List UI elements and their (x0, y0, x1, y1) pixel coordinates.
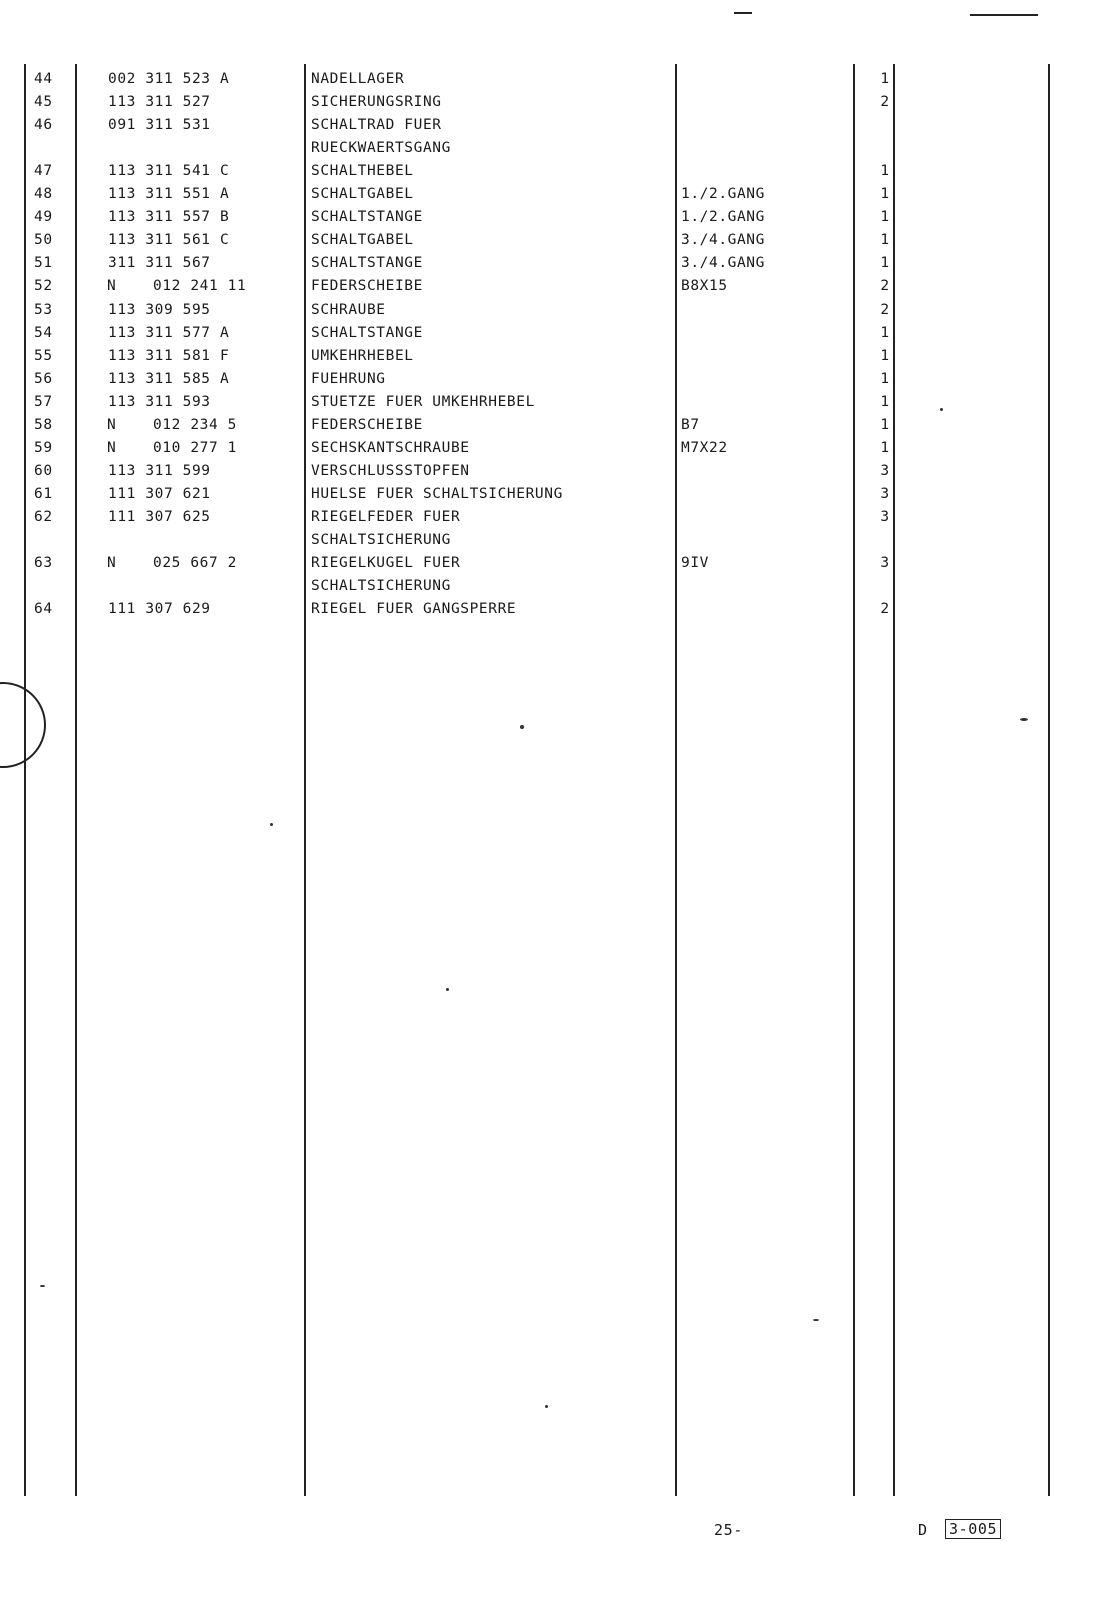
part-description: FEDERSCHEIBE (311, 278, 423, 295)
part-number: 111 307 625 (108, 508, 211, 525)
part-number: 113 311 577 A (108, 324, 230, 341)
scan-speck (1020, 718, 1028, 721)
table-row (0, 414, 1108, 437)
part-number: 025 667 2 (153, 555, 237, 572)
position-number: 52 (34, 278, 53, 295)
part-number: 113 311 581 F (108, 347, 230, 364)
position-number: 48 (34, 186, 53, 203)
part-description: SCHALTSTANGE (311, 209, 423, 226)
table-row (0, 114, 1108, 137)
part-description: SCHALTSTANGE (311, 255, 423, 272)
part-number: 012 234 5 (153, 416, 237, 433)
part-description: SECHSKANTSCHRAUBE (311, 439, 470, 456)
part-description: SCHALTSICHERUNG (311, 532, 451, 548)
part-number: 113 311 599 (108, 462, 211, 479)
table-row (0, 598, 1108, 621)
scan-speck (520, 725, 524, 729)
part-description: RIEGEL FUER GANGSPERRE (311, 601, 517, 618)
part-quantity: 1 (880, 416, 890, 433)
position-number: 57 (34, 393, 53, 410)
table-row-continuation (0, 575, 1108, 598)
part-quantity: 1 (880, 324, 890, 341)
part-number: 113 311 593 (108, 393, 211, 410)
position-number: 64 (34, 601, 53, 618)
part-quantity: 3 (880, 508, 890, 525)
part-quantity: 3 (880, 462, 890, 479)
section-letter: D (918, 1521, 928, 1539)
table-row (0, 460, 1108, 483)
table-row (0, 275, 1108, 298)
position-number: 53 (34, 301, 53, 318)
part-description: HUELSE FUER SCHALTSICHERUNG (311, 485, 563, 502)
top-dash-mark (734, 12, 752, 14)
part-number: 012 241 11 (153, 278, 247, 295)
part-remark: 9IV (681, 555, 709, 572)
punch-hole-circle (0, 682, 46, 768)
part-prefix: N (107, 278, 117, 295)
part-remark: B8X15 (681, 278, 728, 295)
part-remark: M7X22 (681, 439, 728, 456)
position-number: 54 (34, 324, 53, 341)
position-number: 56 (34, 370, 53, 387)
position-number: 45 (34, 94, 53, 111)
part-quantity: 1 (880, 393, 890, 410)
part-number: 113 311 551 A (108, 186, 230, 203)
part-description: RIEGELFEDER FUER (311, 508, 461, 525)
table-row (0, 322, 1108, 345)
part-description: SICHERUNGSRING (311, 94, 442, 111)
page-number: 25- (714, 1521, 743, 1539)
position-number: 58 (34, 416, 53, 433)
scan-speck (270, 823, 273, 826)
part-quantity: 1 (880, 370, 890, 387)
scan-speck (545, 1405, 548, 1408)
part-number: 113 311 557 B (108, 209, 230, 226)
position-number: 60 (34, 462, 53, 479)
part-description: VERSCHLUSSSTOPFEN (311, 462, 470, 479)
part-description: SCHALTHEBEL (311, 163, 414, 180)
position-number: 50 (34, 232, 53, 249)
part-quantity: 1 (880, 209, 890, 226)
part-quantity: 1 (880, 255, 890, 272)
part-description: RUECKWAERTSGANG (311, 140, 451, 157)
part-quantity: 3 (880, 485, 890, 502)
part-quantity: 2 (880, 601, 890, 618)
part-number: 311 311 567 (108, 255, 211, 272)
part-quantity: 2 (880, 301, 890, 318)
top-rule-mark (970, 14, 1038, 16)
table-row (0, 91, 1108, 114)
part-number: 111 307 621 (108, 485, 211, 502)
table-row (0, 183, 1108, 206)
position-number: 49 (34, 209, 53, 226)
part-description: SCHALTRAD FUER (311, 117, 442, 134)
part-quantity: 1 (880, 347, 890, 364)
section-code-box: 3-005 (945, 1519, 1001, 1539)
part-number: 111 307 629 (108, 601, 211, 618)
table-row (0, 206, 1108, 229)
position-number: 59 (34, 439, 53, 456)
table-row-continuation (0, 529, 1108, 552)
table-row (0, 229, 1108, 252)
table-row (0, 160, 1108, 183)
table-row (0, 552, 1108, 575)
part-number: 113 311 541 C (108, 163, 230, 180)
part-description: SCHALTSICHERUNG (311, 578, 451, 595)
part-prefix: N (107, 439, 117, 456)
part-description: RIEGELKUGEL FUER (311, 555, 461, 572)
table-row-continuation (0, 137, 1108, 160)
position-number: 61 (34, 485, 53, 502)
part-number: 113 311 527 (108, 94, 211, 111)
part-quantity: 1 (880, 186, 890, 203)
table-row (0, 437, 1108, 460)
position-number: 51 (34, 255, 53, 272)
part-quantity: 3 (880, 555, 890, 572)
part-quantity: 1 (880, 439, 890, 456)
part-quantity: 2 (880, 278, 890, 295)
part-remark: 1./2.GANG (681, 209, 765, 226)
part-number: 113 311 585 A (108, 370, 230, 387)
part-number: 091 311 531 (108, 117, 211, 134)
part-description: FEDERSCHEIBE (311, 416, 423, 433)
part-remark: 3./4.GANG (681, 255, 765, 272)
scan-speck (940, 408, 943, 411)
table-row (0, 483, 1108, 506)
part-description: FUEHRUNG (311, 370, 386, 387)
table-row (0, 506, 1108, 529)
table-row (0, 252, 1108, 275)
part-remark: 3./4.GANG (681, 232, 765, 249)
scan-speck (813, 1319, 819, 1321)
part-description: SCHALTGABEL (311, 232, 414, 249)
part-description: NADELLAGER (311, 71, 405, 87)
scan-speck (446, 988, 449, 991)
part-number: 010 277 1 (153, 439, 237, 456)
table-row (0, 299, 1108, 322)
part-remark: 1./2.GANG (681, 186, 765, 203)
part-description: STUETZE FUER UMKEHRHEBEL (311, 393, 535, 410)
position-number: 63 (34, 555, 53, 572)
table-row (0, 68, 1108, 91)
position-number: 55 (34, 347, 53, 364)
table-row (0, 368, 1108, 391)
part-quantity: 1 (880, 71, 890, 87)
part-quantity: 1 (880, 163, 890, 180)
part-remark: B7 (681, 416, 700, 433)
part-description: UMKEHRHEBEL (311, 347, 414, 364)
position-number: 46 (34, 117, 53, 134)
scan-speck (40, 1285, 45, 1287)
position-number: 62 (34, 508, 53, 525)
position-number: 47 (34, 163, 53, 180)
table-row (0, 345, 1108, 368)
part-description: SCHRAUBE (311, 301, 386, 318)
position-number: 44 (34, 71, 53, 87)
part-number: 002 311 523 A (108, 71, 230, 87)
section-code (945, 1519, 1001, 1539)
part-number: 113 309 595 (108, 301, 211, 318)
part-quantity: 2 (880, 94, 890, 111)
part-description: SCHALTSTANGE (311, 324, 423, 341)
part-prefix: N (107, 416, 117, 433)
part-prefix: N (107, 555, 117, 572)
part-description: SCHALTGABEL (311, 186, 414, 203)
part-quantity: 1 (880, 232, 890, 249)
part-number: 113 311 561 C (108, 232, 230, 249)
